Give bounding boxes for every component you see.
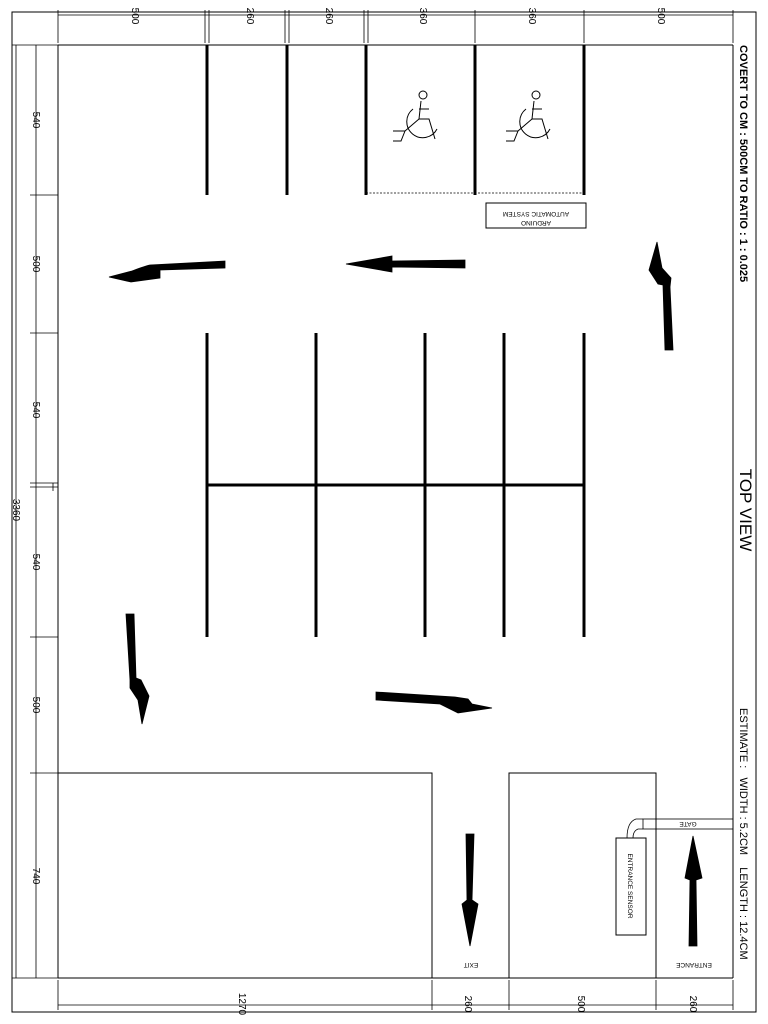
traffic-arrows — [109, 242, 702, 946]
arrow-left-icon — [346, 256, 465, 272]
bottom-dimension-2: 260 — [462, 995, 473, 1013]
entrance-sensor-label: ENTRANCE SENSOR — [626, 853, 633, 919]
bottom-dimension-3: 500 — [575, 995, 586, 1013]
top-dimension-4: 360 — [417, 7, 428, 25]
estimate-note: ESTIMATE : WIDTH : 5.2CM LENGTH : 12.4CM — [737, 708, 749, 960]
arrow-up-curved-icon — [649, 242, 673, 350]
arrow-left-curved-icon — [109, 261, 225, 282]
top-dimension-chain — [58, 7, 733, 43]
center-parking-bays — [207, 333, 584, 637]
left-dimension-1: 540 — [30, 111, 41, 129]
arrow-exit-down-icon — [462, 834, 478, 946]
left-dimension-4: 540 — [30, 553, 41, 571]
sheet-border — [12, 12, 756, 1012]
exit-label: EXIT — [463, 961, 479, 968]
top-dimension-3: 260 — [323, 7, 334, 25]
left-dimension-2: 500 — [30, 255, 41, 273]
entrance-label: ENTRANCE — [676, 961, 712, 968]
wheelchair-icon — [506, 91, 550, 141]
bottom-dimension-1: 1270 — [236, 992, 247, 1016]
left-dimension-3: 540 — [30, 401, 41, 419]
top-dimension-5: 360 — [526, 7, 537, 25]
gate-label: GATE — [679, 820, 697, 827]
arduino-system-box — [486, 203, 586, 228]
bottom-dimension-4: 260 — [687, 995, 698, 1013]
top-dimension-6: 500 — [655, 7, 666, 25]
arrow-down-curved-icon — [126, 614, 149, 724]
top-dimension-1: 500 — [129, 7, 140, 25]
left-total-dimension: 3360 — [10, 498, 21, 522]
arduino-label-line1: AUTOMATIC SYSTEM — [502, 210, 570, 217]
arrow-entrance-up-icon — [685, 836, 702, 946]
bottom-dimension-chain — [58, 980, 733, 1010]
left-dimension-5: 500 — [30, 696, 41, 714]
arduino-label-line2: ARDUINO — [521, 219, 551, 226]
drawing-title: TOP VIEW — [736, 468, 755, 552]
wheelchair-icon — [393, 91, 437, 141]
arrow-right-curved-icon — [376, 692, 492, 713]
conversion-note: COVERT TO CM : 500CM TO RATIO : 1 : 0.025 — [737, 45, 749, 283]
top-dimension-2: 260 — [244, 7, 255, 25]
left-dimension-6: 740 — [30, 867, 41, 885]
top-parking-bays — [207, 45, 584, 195]
